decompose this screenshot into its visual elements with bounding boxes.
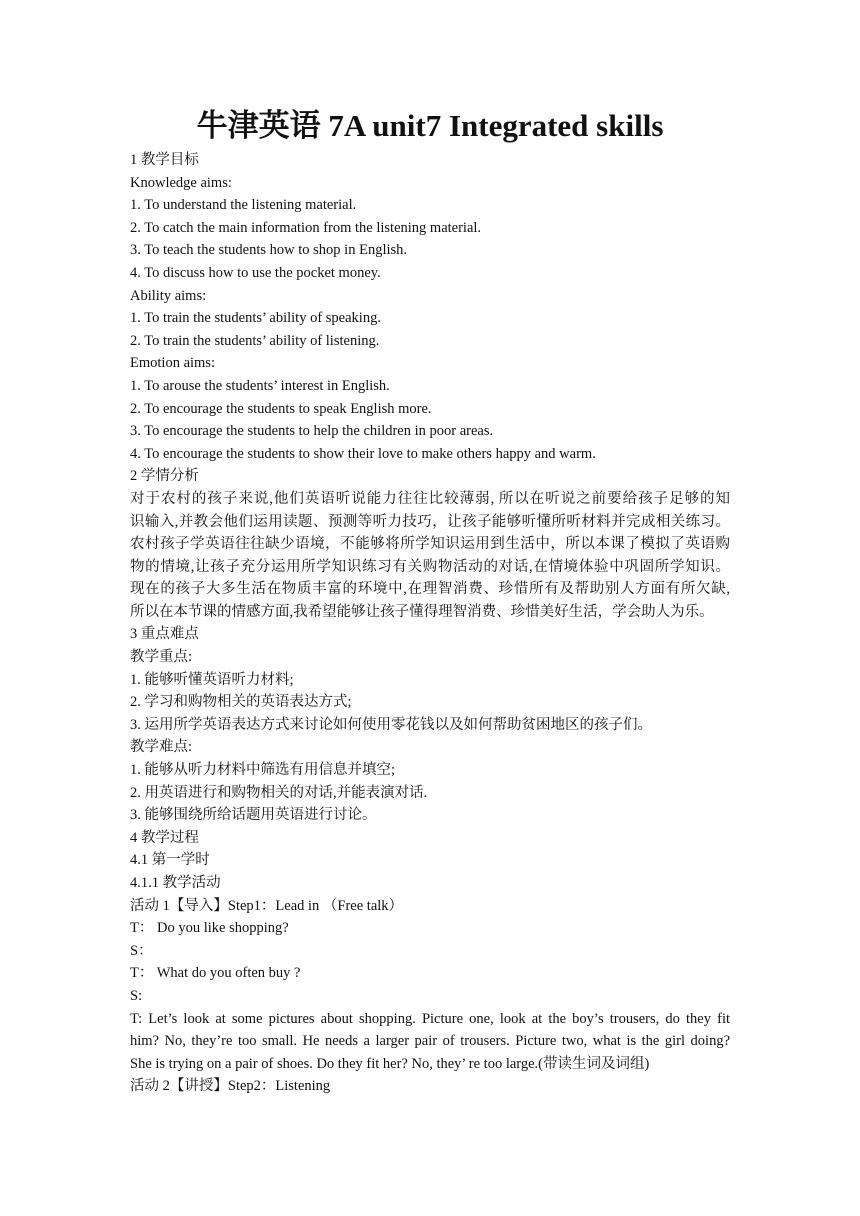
text-line: 2. 用英语进行和购物相关的对话,并能表演对话.: [130, 784, 428, 801]
text-line: Ability aims:: [130, 287, 207, 304]
dialogue-line: S:: [130, 987, 143, 1004]
text-line: 4.1.1 教学活动: [130, 875, 221, 891]
paragraph-line: 对于农村的孩子来说,他们英语听说能力往往比较薄弱, 所以在听说之前要给孩子足够的知: [130, 490, 730, 507]
dialogue-line: S：: [130, 942, 153, 959]
document-body: [130, 149, 730, 1098]
text-line: 1. 能够从听力材料中筛选有用信息并填空;: [130, 762, 396, 779]
text-line: 教学重点:: [130, 649, 193, 666]
text-line: Knowledge aims:: [130, 174, 232, 191]
paragraph-line: T: Let’s look at some pictures about shopping. Picture one, look at the boy’s trousers, do they fit: [130, 1010, 730, 1027]
text-line: 2. To train the students’ ability of listening.: [130, 332, 380, 349]
section-heading-key-points: 3 重点难点: [130, 626, 199, 643]
text-line: 2. 学习和购物相关的英语表达方式;: [130, 694, 352, 711]
text-line: 2. To catch the main information from the listening material.: [130, 219, 482, 236]
text-line: 1. To arouse the students’ interest in English.: [130, 377, 390, 394]
text-line: 2. To encourage the students to speak English more.: [130, 400, 432, 417]
text-line: 3. 运用所学英语表达方式来讨论如何使用零花钱以及如何帮助贫困地区的孩子们。: [130, 716, 652, 733]
text-line: 1. 能够听懂英语听力材料;: [130, 671, 294, 688]
activity-1-heading: 活动 1【导入】Step1：Lead in （Free talk）: [130, 897, 404, 914]
section-heading-process: 4 教学过程: [130, 829, 199, 846]
text-line: 3. 能够围绕所给话题用英语进行讨论。: [130, 807, 377, 824]
section-heading-aims: 1 教学目标: [130, 152, 199, 168]
paragraph-line: 识输入,并教会他们运用读题、预测等听力技巧，让孩子能够听懂所听材料并完成相关练习。: [130, 513, 730, 530]
paragraph-line: him? No, they’re too small. He needs a larger pair of trousers. Picture two, what is the girl doing?: [130, 1033, 730, 1050]
text-line: 4. To encourage the students to show their love to make others happy and warm.: [130, 445, 596, 462]
paragraph-line: 农村孩子学英语往往缺少语境，不能够将所学知识运用到生活中，所以本课了模拟了英语购: [130, 536, 730, 553]
dialogue-line: T： What do you often buy ?: [130, 965, 301, 982]
text-line: 1. To understand the listening material.: [130, 197, 357, 214]
text-line: 教学难点:: [130, 739, 193, 756]
paragraph-line: 物的情境,让孩子充分运用所学知识练习有关购物活动的对话,在情境体验中巩固所学知识。: [130, 558, 730, 575]
paragraph-line: She is trying on a pair of shoes. Do they fit her? No, they’ re too large.(带读生词及词组): [130, 1055, 650, 1072]
paragraph-line: 现在的孩子大多生活在物质丰富的环境中,在理智消费、珍惜所有及帮助别人方面有所欠缺,: [130, 581, 730, 598]
text-line: 4.1 第一学时: [130, 852, 210, 869]
dialogue-paragraph: [130, 1008, 730, 1076]
document-title: 牛津英语 7A unit7 Integrated skills: [196, 108, 664, 143]
text-line: 1. To train the students’ ability of speaking.: [130, 310, 381, 327]
paragraph-line: 所以在本节课的情感方面,我希望能够让孩子懂得理智消费、珍惜美好生活，学会助人为乐。: [130, 603, 714, 620]
section-heading-analysis: 2 学情分析: [130, 468, 199, 485]
text-line: Emotion aims:: [130, 355, 215, 372]
dialogue-line: T： Do you like shopping?: [130, 920, 289, 937]
text-line: 3. To teach the students how to shop in English.: [130, 242, 408, 259]
text-line: 3. To encourage the students to help the children in poor areas.: [130, 423, 494, 440]
activity-2-heading: 活动 2【讲授】Step2：Listening: [130, 1078, 331, 1095]
text-line: 4. To discuss how to use the pocket money.: [130, 264, 381, 281]
analysis-paragraph: [130, 488, 730, 624]
